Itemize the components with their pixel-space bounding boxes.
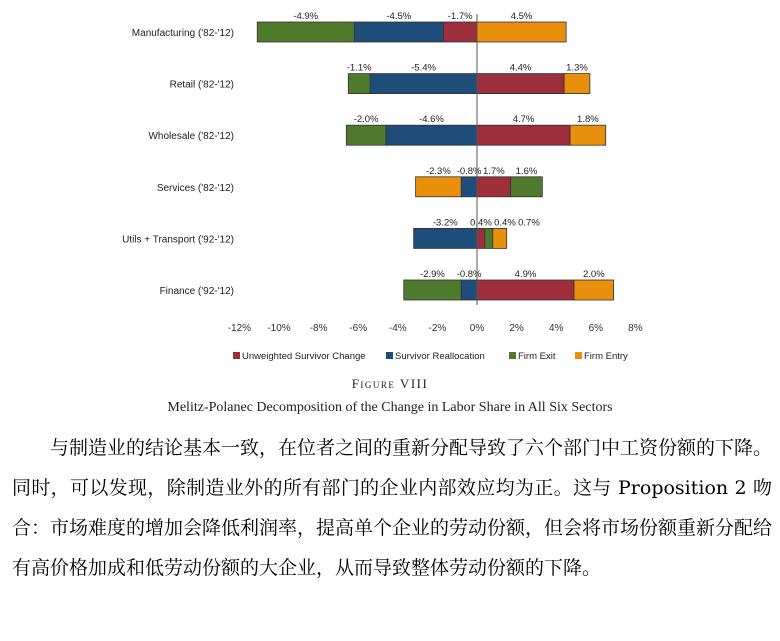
figure-label: Figure VIII (351, 376, 429, 391)
bar-segment (570, 125, 606, 145)
data-label: -1.1% (346, 62, 372, 74)
chart-rows (122, 11, 614, 300)
x-tick-label: 4% (548, 323, 564, 334)
legend-swatch (386, 352, 393, 359)
category-label: Manufacturing ('82-'12) (131, 28, 234, 39)
x-tick-label: 0% (469, 323, 485, 334)
legend-item (386, 351, 485, 362)
bar-row (170, 63, 590, 94)
data-label: 4.7% (512, 114, 535, 126)
x-tick-label: -12% (227, 323, 252, 334)
data-label: 1.7% (483, 165, 505, 177)
bar-segment (348, 74, 370, 94)
x-tick-label: -6% (349, 323, 368, 334)
legend-label: Firm Entry (584, 351, 628, 362)
data-label: 1.8% (577, 114, 599, 126)
data-label: -4.6% (419, 114, 444, 126)
bar-segment (574, 280, 614, 300)
legend-swatch (233, 352, 240, 359)
bar-row (122, 217, 540, 248)
x-axis (228, 323, 643, 334)
bar-segment (414, 228, 477, 248)
data-label: 0.7% (518, 217, 540, 229)
bar-segment (485, 228, 493, 248)
bar-segment (493, 228, 507, 248)
bar-segment (477, 125, 570, 145)
data-label: 0.4% (494, 217, 516, 229)
data-label: -2.9% (420, 269, 445, 280)
x-tick-label: 2% (509, 323, 524, 334)
data-label: 1.3% (566, 62, 588, 74)
legend-label: Firm Exit (518, 351, 556, 362)
category-label: Finance ('92-'12) (159, 286, 234, 297)
category-label: Wholesale ('82-'12) (148, 131, 234, 143)
bar-segment (461, 280, 477, 300)
x-tick-label: -2% (428, 323, 447, 334)
bar-segment (443, 22, 477, 42)
legend-label: Unweighted Survivor Change (242, 351, 366, 362)
data-label: -3.2% (432, 217, 458, 229)
legend-item (509, 351, 556, 362)
bar-segment (511, 177, 543, 197)
data-label: -0.8% (456, 269, 482, 280)
category-label: Retail ('82-'12) (169, 79, 234, 91)
data-label: -4.5% (386, 11, 412, 22)
bar-segment (564, 74, 590, 94)
x-tick-label: 8% (628, 323, 643, 334)
bar-segment (477, 74, 564, 94)
body-paragraph: 与制造业的结论基本一致，在位者之间的重新分配导致了六个部门中工资份额的下降。同时，可以发现，除制造业外的所有部门的企业内部效应均为正。这与 Proposition 2 吻合：市场难度的增加会降低利润率，提高单个企业的劳动份额，但会将市场份额重新分配给有高价格加成和低劳动份额的大企业，从而导致整体劳动份额的下降。 (12, 437, 773, 579)
data-label: -1.7% (447, 11, 473, 22)
bar-segment (386, 125, 477, 145)
bar-row (132, 11, 566, 42)
bar-segment (477, 280, 574, 300)
legend-label: Survivor Reallocation (395, 351, 485, 362)
bar-segment (346, 125, 386, 145)
bar-segment (477, 228, 485, 248)
bar-segment (257, 22, 354, 42)
body-text (12, 428, 772, 588)
legend-swatch (575, 352, 582, 359)
bar-row (148, 114, 605, 145)
data-label: -5.4% (411, 62, 436, 74)
category-label: Services ('82-'12) (156, 182, 234, 194)
data-label: 4.9% (514, 269, 537, 280)
x-tick-label: -4% (388, 323, 407, 334)
data-label: 4.5% (510, 11, 533, 22)
legend (233, 351, 628, 362)
legend-item (575, 351, 628, 362)
x-tick-label: -10% (267, 323, 291, 334)
data-label: -0.8% (456, 165, 482, 177)
bar-segment (477, 177, 511, 197)
bar-segment (416, 177, 462, 197)
x-tick-label: -8% (309, 323, 328, 334)
data-label: -2.3% (425, 165, 451, 177)
bar-segment (461, 177, 477, 197)
data-label: 4.4% (509, 62, 532, 74)
category-label: Utils + Transport ('92-'12) (122, 234, 234, 246)
figure-title: Melitz-Polanec Decomposition of the Change in Labor Share in All Six Sectors (167, 400, 613, 415)
bar-row (160, 269, 614, 300)
data-label: 0.4% (470, 217, 492, 229)
x-tick-label: 6% (588, 323, 604, 334)
bar-segment (477, 22, 566, 42)
bar-row (157, 166, 543, 197)
data-label: -2.0% (353, 114, 379, 126)
data-label: -4.9% (293, 11, 319, 22)
bar-segment (404, 280, 461, 300)
legend-swatch (509, 352, 516, 359)
bar-segment (370, 74, 477, 94)
bar-segment (354, 22, 443, 42)
data-label: 1.6% (515, 165, 538, 177)
data-label: 2.0% (582, 269, 605, 280)
legend-item (233, 351, 366, 362)
